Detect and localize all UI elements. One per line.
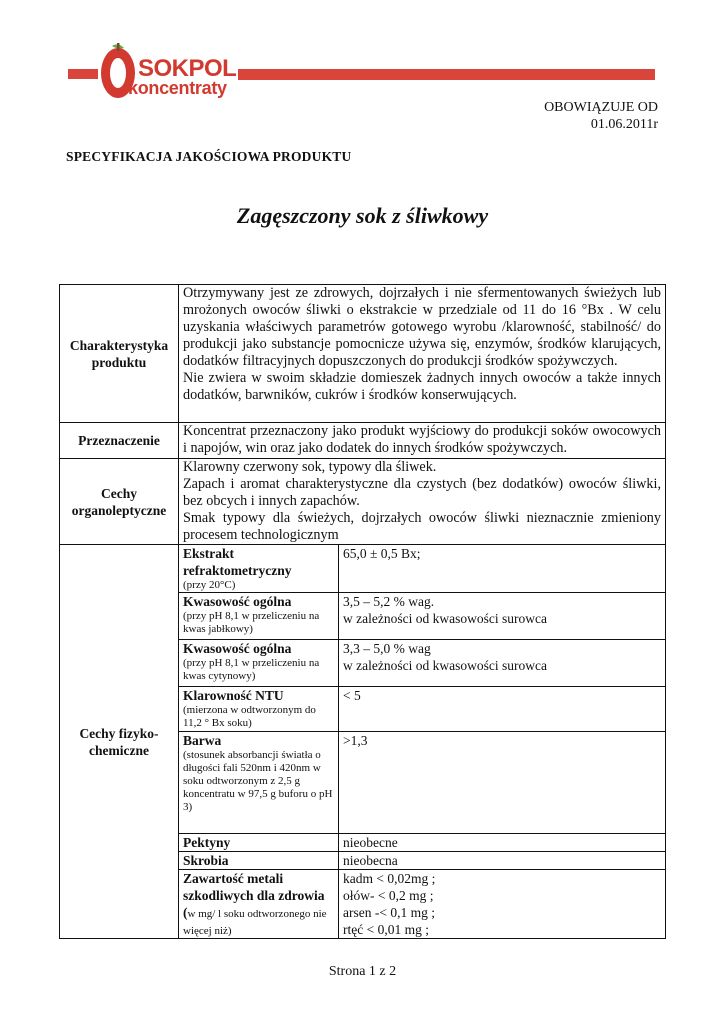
param-name-ntu: Klarowność NTU: [183, 688, 284, 703]
param-row-color: [179, 732, 665, 834]
organoleptic-line2: Zapach i aromat charakterystyczne dla czystych (bez dodatków) owoców śliwki, bez obcych i innych zapachów.: [183, 476, 661, 509]
characteristic-text1: Otrzymywany jest ze zdrowych, dojrzałych i nie sfermentowanych świeżych lub mrożonych owoców śliwki o ekstrakcie w przedziale od 11 do 16 °Bx . W celu uzyskania właściwych parametrów gotowego wyrobu /klarowność, stabilność/ do produkcji jako substancje pomocnicze używa się, enzymów, środków klarujących, dodatków filtracyjnych dopuszczonych do produkcji środków spożywczych.: [183, 285, 661, 369]
param-name-acid1: Kwasowość ogólna: [183, 594, 292, 609]
label-characteristic: Charakterystyka produktu: [60, 285, 179, 423]
cell-physchem: [179, 545, 666, 939]
param-name-extract: Ekstrakt refraktometryczny: [183, 546, 292, 578]
param-value-extract: 65,0 ± 0,5 Bx;: [339, 545, 666, 593]
header-red-stripe: [238, 69, 655, 80]
param-note-metals: w mg/ l soku odtworzonego nie więcej niż): [183, 908, 327, 937]
cell-characteristic: [179, 285, 666, 423]
characteristic-text2: Nie zwiera w swoim składzie domieszek żadnych innych owoców a także innych dodatków, barwników, cukrów i środków konserwujących.: [183, 370, 661, 403]
param-row-acid2: [179, 640, 665, 687]
physchem-table: [179, 545, 665, 938]
param-note-color: (stosunek absorbancji światła o długości fali 520nm i 420nm w soku odtworzonym z 2,5 g koncentratu w 97,5 g buforu o pH 3): [183, 749, 333, 813]
param-row-metals: [179, 870, 665, 939]
label-physchem: Cechy fizyko-chemiczne: [60, 545, 179, 939]
label-purpose: Przeznaczenie: [60, 423, 179, 459]
brand-name: SOKPOL: [138, 55, 237, 82]
param-name-metals: Zawartość metali szkodliwych dla zdrowia (: [183, 871, 325, 920]
row-purpose: [60, 423, 666, 459]
valid-date: 01.06.2011r: [590, 117, 658, 132]
row-characteristic: [60, 285, 666, 423]
label-organoleptic: Cechy organoleptyczne: [60, 459, 179, 545]
param-row-starch: [179, 852, 665, 870]
metal-arsenic: arsen -< 0,1 mg ;: [343, 905, 435, 920]
valid-from: [544, 99, 658, 133]
param-row-extract: [179, 545, 665, 593]
param-value-acid1: 3,5 – 5,2 % wag.: [343, 594, 435, 609]
param-name-color: Barwa: [183, 733, 222, 748]
param-value-starch: nieobecna: [339, 852, 666, 870]
param-value-color: >1,3: [339, 732, 666, 834]
page-number: Strona 1 z 2: [328, 964, 397, 979]
param-note-extract: (przy 20°C): [183, 579, 236, 591]
organoleptic-line3: Smak typowy dla świeżych, dojrzałych owoców śliwki nieznacznie zmieniony procesem technologicznym: [183, 510, 661, 543]
metal-lead: ołów- < 0,2 mg ;: [343, 888, 434, 903]
row-organoleptic: [60, 459, 666, 545]
param-note-ntu: (mierzona w odtworzonym do 11,2 ° Bx soku): [183, 704, 316, 729]
brand-subname: koncentraty: [128, 78, 227, 98]
param-row-acid1: [179, 593, 665, 640]
row-physchem: [60, 545, 666, 939]
spec-title: SPECYFIKACJA JAKOŚCIOWA PRODUKTU: [66, 149, 352, 164]
param-name-acid2: Kwasowość ogólna: [183, 641, 292, 656]
param-value2-acid2: w zależności od kwasowości surowca: [343, 658, 547, 673]
param-value2-acid1: w zależności od kwasowości surowca: [343, 611, 547, 626]
organoleptic-line1: Klarowny czerwony sok, typowy dla śliwek.: [183, 459, 437, 475]
cell-organoleptic: [179, 459, 666, 545]
metal-mercury: rtęć < 0,01 mg ;: [343, 922, 429, 937]
spec-table: [59, 284, 666, 939]
valid-label: OBOWIĄZUJE OD: [544, 100, 658, 115]
metal-cadmium: kadm < 0,02mg ;: [343, 871, 436, 886]
param-row-pectin: [179, 834, 665, 852]
param-name-pectin: Pektyny: [183, 835, 231, 850]
param-name-starch: Skrobia: [183, 853, 229, 868]
param-value-acid2: 3,3 – 5,0 % wag: [343, 641, 431, 656]
product-title: Zagęszczony sok z śliwkowy: [236, 203, 489, 228]
purpose-text: Koncentrat przeznaczony jako produkt wyjściowy do produkcji soków owocowych i napojów, win oraz jako dodatek do innych środków spożywczych.: [179, 423, 666, 459]
param-row-ntu: [179, 687, 665, 732]
param-note-acid2: (przy pH 8,1 w przeliczeniu na kwas cytynowy): [183, 657, 320, 682]
param-note-acid1: (przy pH 8,1 w przeliczeniu na kwas jabłkowy): [183, 610, 320, 635]
param-value-ntu: < 5: [339, 687, 666, 732]
param-value-pectin: nieobecne: [339, 834, 666, 852]
